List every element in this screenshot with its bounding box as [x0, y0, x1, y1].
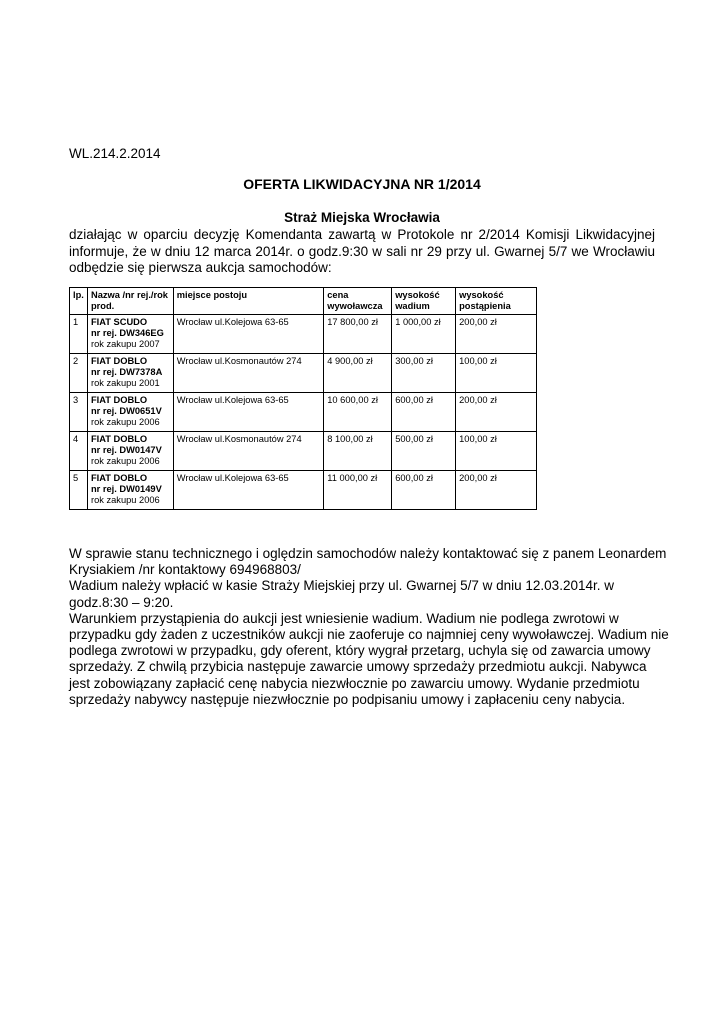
cell-vehicle [87, 315, 173, 354]
header-price: cena wywoławcza [324, 288, 392, 315]
header-increment: wysokość postąpienia [456, 288, 537, 315]
vehicle-registration: nr rej. DW346EG [90, 328, 164, 338]
header-deposit: wysokość wadium [392, 288, 456, 315]
table-row [70, 315, 537, 354]
vehicle-year: rok zakupu 2006 [90, 495, 160, 505]
cell-lp: 3 [70, 393, 88, 432]
cell-price: 8 100,00 zł [324, 432, 392, 471]
vehicle-registration: nr rej. DW0147V [90, 445, 162, 455]
vehicles-table [69, 287, 537, 510]
cell-vehicle [87, 393, 173, 432]
cell-vehicle [87, 471, 173, 510]
table-row [70, 354, 537, 393]
table-row [70, 471, 537, 510]
deposit-paragraph: Wadium należy wpłacić w kasie Straży Miejskiej przy ul. Gwarnej 5/7 w dniu 12.03.2014r. w godz.8:30 – 9:20. [69, 578, 614, 610]
cell-deposit: 300,00 zł [392, 354, 456, 393]
cell-deposit: 500,00 zł [392, 432, 456, 471]
vehicle-year: rok zakupu 2006 [90, 417, 160, 427]
cell-price: 11 000,00 zł [324, 471, 392, 510]
cell-deposit: 600,00 zł [392, 471, 456, 510]
header-lp: lp. [70, 288, 88, 315]
cell-lp: 1 [70, 315, 88, 354]
vehicle-name: FIAT DOBLO [90, 395, 148, 405]
intro-paragraph: działając w oparciu decyzję Komendanta zawartą w Protokole nr 2/2014 Komisji Likwidacyjnej informuje, że w dniu 12 marca 2014r. o godz.9:30 w sali nr 29 przy ul. Gwarnej 5/7 we Wrocławiu odbędzie się pierwsza aukcja samochodów: [69, 227, 655, 275]
cell-deposit: 1 000,00 zł [392, 315, 456, 354]
cell-vehicle [87, 432, 173, 471]
conditions-paragraph: Warunkiem przystąpienia do aukcji jest wniesienie wadium. Wadium nie podlega zwrotowi w przypadku gdy żaden z uczestników aukcji nie zaoferuje co najmniej ceny wywoławczej. Wadium nie podlega zwrotowi w przypadku, gdy oferent, który wygrał przetarg, uchyla się od zawarcia umowy sprzedaży. Z chwilą przybicia następuje zawarcie umowy sprzedaży przedmiotu aukcji. Nabywca jest zobowiązany zapłacić cenę nabycia niezwłocznie po zawarciu umowy. Wydanie przedmiotu sprzedaży nabywcy następuje niezwłocznie po podpisaniu umowy i zapłaceniu ceny nabycia. [69, 610, 669, 707]
cell-price: 17 800,00 zł [324, 315, 392, 354]
cell-location: Wrocław ul.Kolejowa 63-65 [173, 393, 324, 432]
cell-increment: 200,00 zł [456, 471, 537, 510]
cell-lp: 2 [70, 354, 88, 393]
issuer-name: Straż Miejska Wrocławia [284, 210, 440, 225]
cell-location: Wrocław ul.Kolejowa 63-65 [173, 471, 324, 510]
cell-increment: 100,00 zł [456, 354, 537, 393]
vehicle-name: FIAT DOBLO [90, 473, 148, 483]
vehicle-year: rok zakupu 2006 [90, 456, 160, 466]
cell-lp: 4 [70, 432, 88, 471]
contact-paragraph: W sprawie stanu technicznego i oględzin samochodów należy kontaktować się z panem Leonardem Krysiakiem /nr kontaktowy 694968803/ [69, 546, 667, 578]
vehicle-registration: nr rej. DW0149V [90, 484, 162, 494]
cell-location: Wrocław ul.Kolejowa 63-65 [173, 315, 324, 354]
cell-increment: 200,00 zł [456, 393, 537, 432]
table-row [70, 393, 537, 432]
vehicle-name: FIAT SCUDO [90, 317, 148, 327]
cell-vehicle [87, 354, 173, 393]
cell-increment: 200,00 zł [456, 315, 537, 354]
vehicle-name: FIAT DOBLO [90, 434, 148, 444]
table-header-row [70, 288, 537, 315]
vehicle-registration: nr rej. DW0651V [90, 406, 162, 416]
header-location: miejsce postoju [173, 288, 324, 315]
header-name: Nazwa /nr rej./rok prod. [87, 288, 173, 315]
cell-deposit: 600,00 zł [392, 393, 456, 432]
body-text [69, 546, 669, 708]
vehicle-year: rok zakupu 2007 [90, 339, 160, 349]
document-reference: WL.214.2.2014 [69, 146, 161, 161]
vehicle-year: rok zakupu 2001 [90, 378, 160, 388]
table-row [70, 432, 537, 471]
document-title: OFERTA LIKWIDACYJNA NR 1/2014 [243, 176, 481, 192]
cell-price: 10 600,00 zł [324, 393, 392, 432]
cell-price: 4 900,00 zł [324, 354, 392, 393]
cell-location: Wrocław ul.Kosmonautów 274 [173, 354, 324, 393]
cell-increment: 100,00 zł [456, 432, 537, 471]
vehicle-registration: nr rej. DW7378A [90, 367, 163, 377]
vehicle-name: FIAT DOBLO [90, 356, 148, 366]
cell-lp: 5 [70, 471, 88, 510]
cell-location: Wrocław ul.Kosmonautów 274 [173, 432, 324, 471]
